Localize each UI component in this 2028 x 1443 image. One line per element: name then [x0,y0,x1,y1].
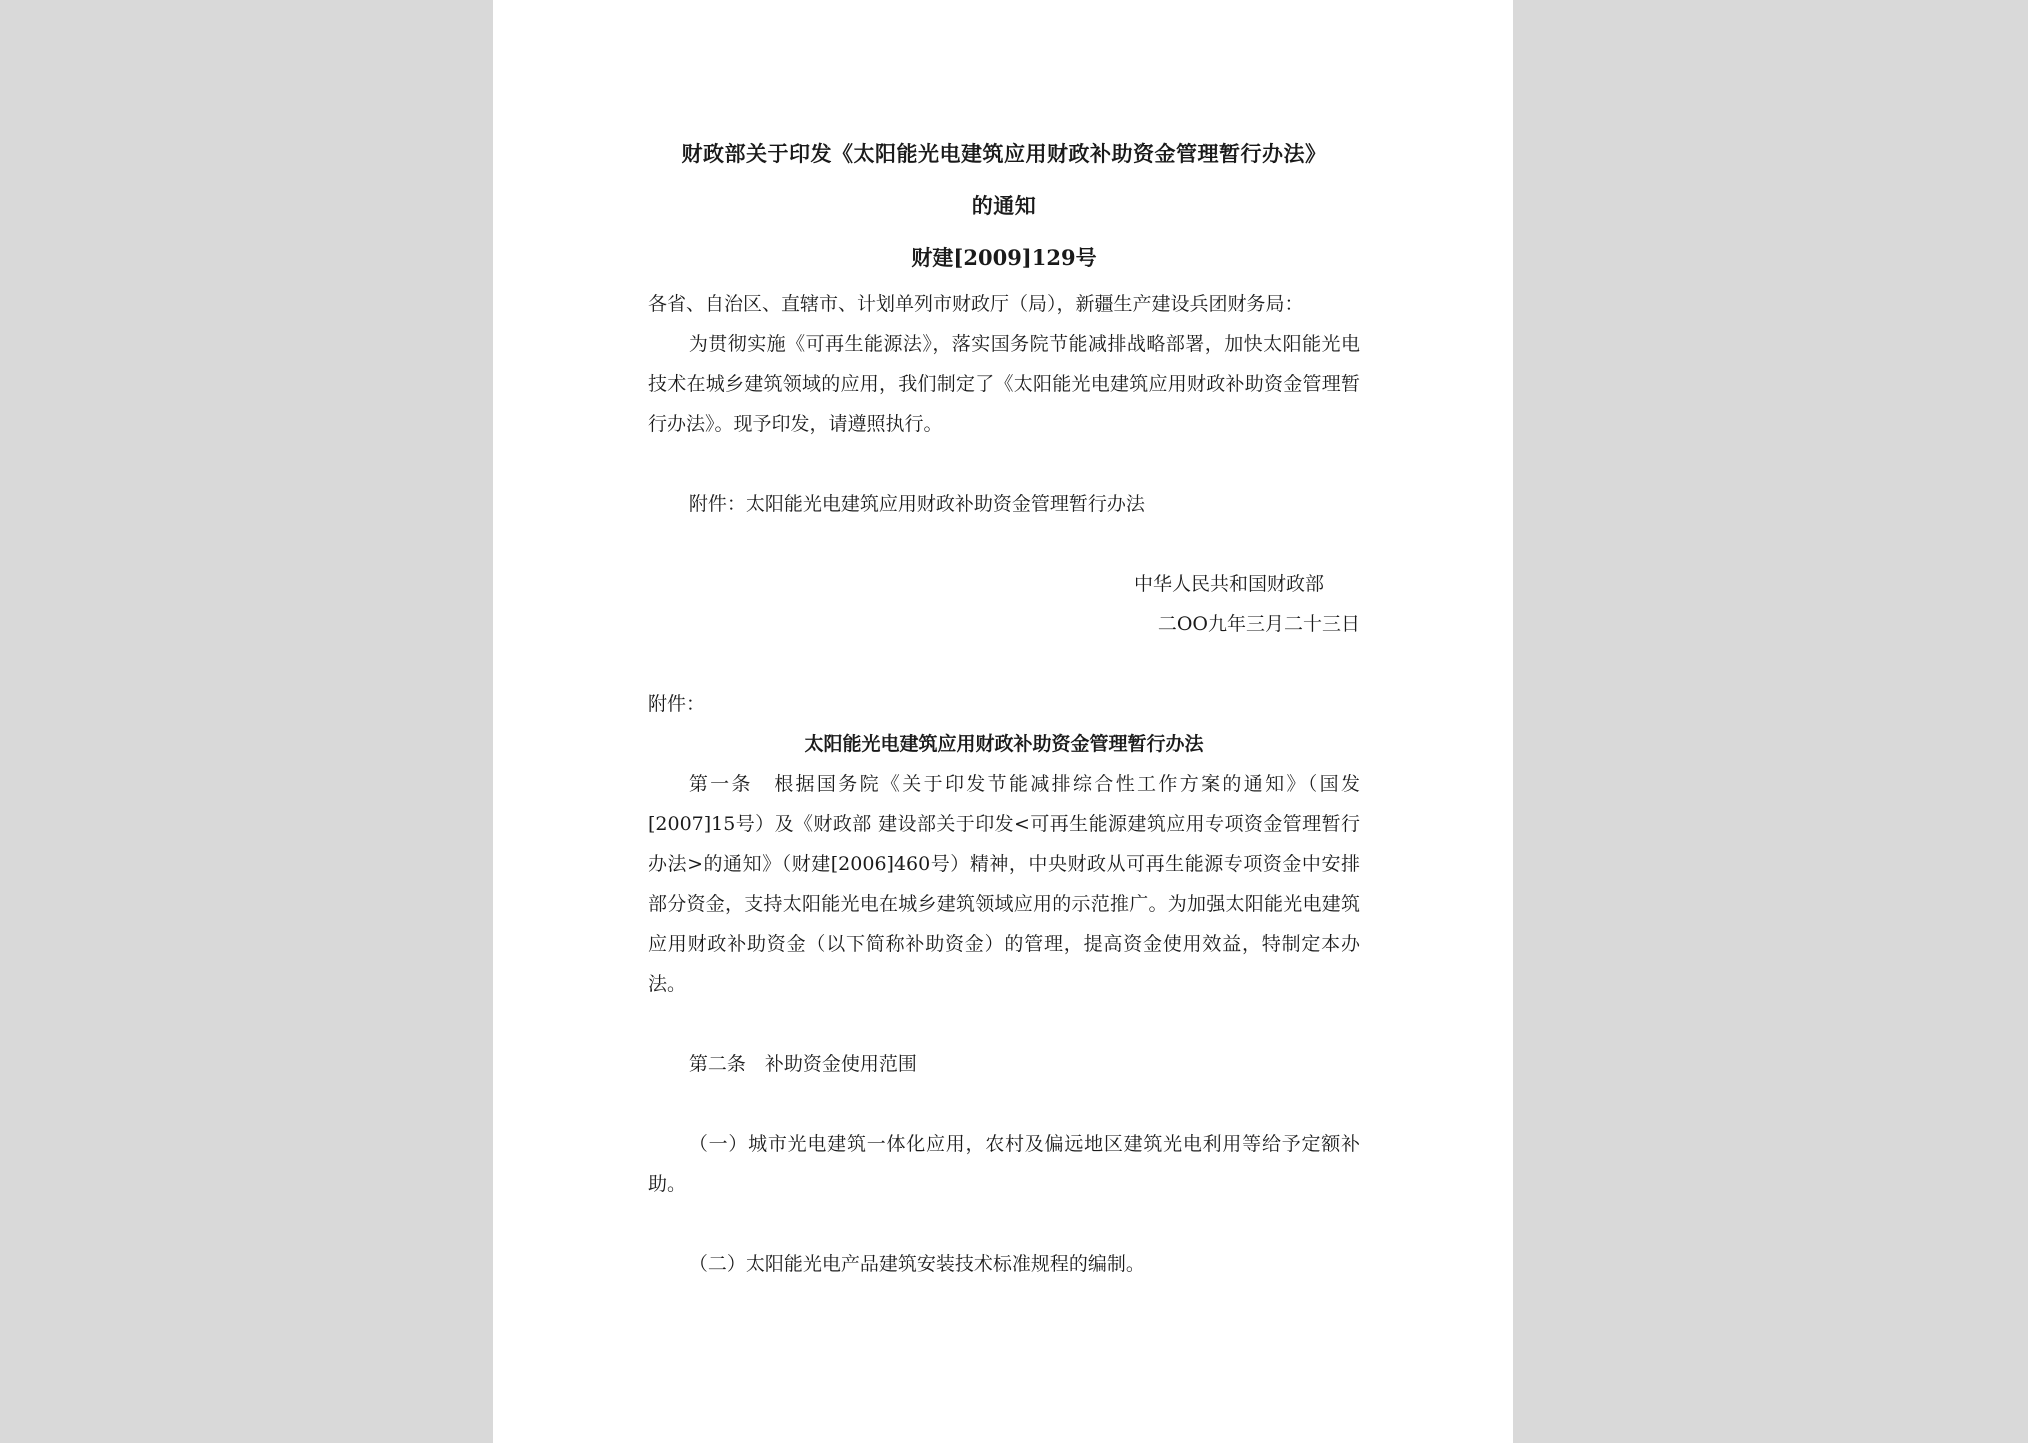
spacer [648,444,1360,484]
spacer [648,644,1360,684]
attachment-title: 太阳能光电建筑应用财政补助资金管理暂行办法 [804,733,1204,755]
spacer [648,1084,1360,1124]
attachment-label: 附件： [648,693,706,715]
spacer [648,524,1360,564]
article-2-item-2: （二）太阳能光电产品建筑安装技术标准规程的编制。 [688,1253,1145,1275]
spacer [648,1204,1360,1244]
intro-paragraph: 为贯彻实施《可再生能源法》，落实国务院节能减排战略部署，加快太阳能光电技术在城乡建筑领域的应用，我们制定了《太阳能光电建筑应用财政补助资金管理暂行办法》。现予印发，请遵照执行。 [648,333,1360,435]
spacer [648,1004,1360,1044]
article-1: 第一条 根据国务院《关于印发节能减排综合性工作方案的通知》（国发[2007]15号）及《财政部 建设部关于印发<可再生能源建筑应用专项资金管理暂行办法>的通知》（财建[2006]460号）精神，中央财政从可再生能源专项资金中安排部分资金，支持太阳能光电在城乡建筑领域应用的示范推广。为加强太阳能光电建筑应用财政补助资金（以下简称补助资金）的管理，提高资金使用效益，特制定本办法。 [648,773,1360,995]
signature-date: 二OO九年三月二十三日 [1157,613,1360,635]
document-number: 财建[2009]129号 [911,245,1097,270]
article-2: 第二条 补助资金使用范围 [688,1053,917,1075]
document-title-line1: 财政部关于印发《太阳能光电建筑应用财政补助资金管理暂行办法》 [681,141,1327,166]
document-title-line2: 的通知 [971,193,1037,218]
signature-org: 中华人民共和国财政部 [1133,573,1324,595]
article-2-item-1: （一）城市光电建筑一体化应用，农村及偏远地区建筑光电利用等给予定额补助。 [648,1133,1360,1195]
document-page [493,0,1513,1443]
document-content [648,128,1360,1284]
addressee: 各省、自治区、直辖市、计划单列市财政厅（局），新疆生产建设兵团财务局： [648,293,1304,315]
attachment-note: 附件：太阳能光电建筑应用财政补助资金管理暂行办法 [688,493,1145,515]
